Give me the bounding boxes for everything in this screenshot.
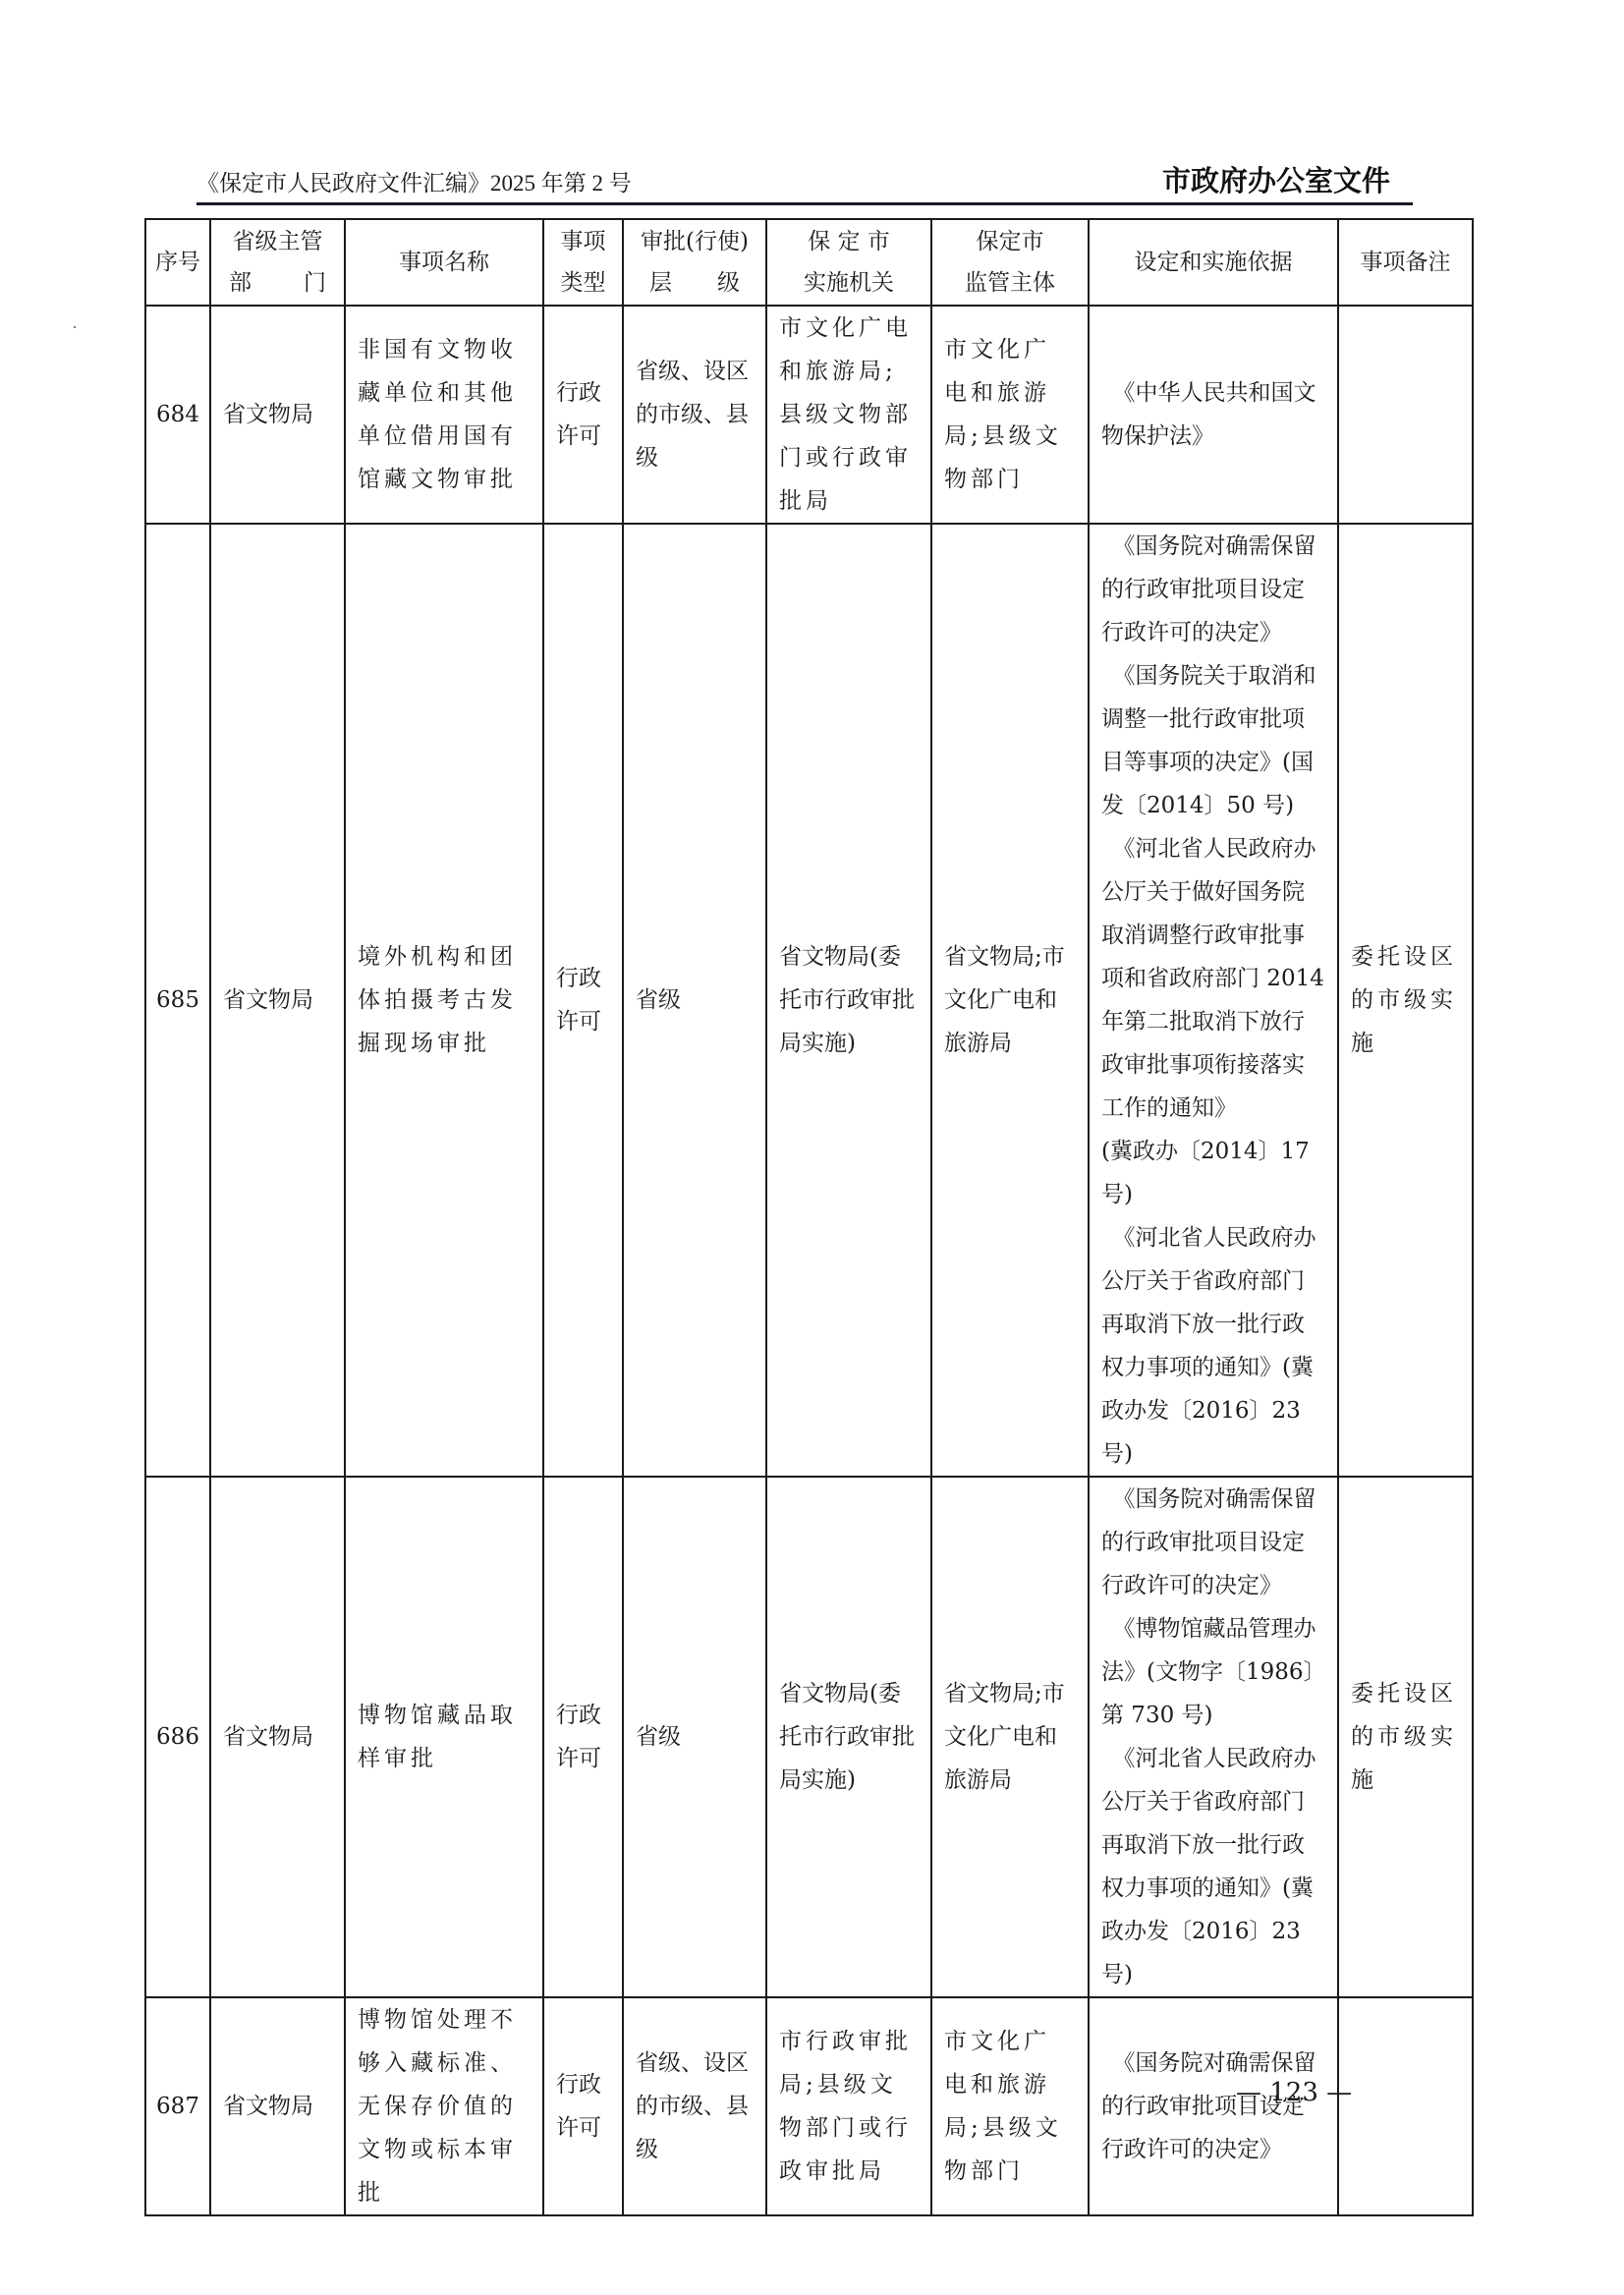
cell-seq: 684 (145, 306, 210, 524)
cell-seq: 687 (145, 1997, 210, 2215)
basis-citation: 《河北省人民政府办公厅关于省政府部门再取消下放一批行政权力事项的通知》(冀政办发〔2016〕23 号) (1101, 1225, 1316, 1467)
header-rule (196, 202, 1413, 205)
basis-citation: 《博物馆藏品管理办法》(文物字〔1986〕第 730 号) (1101, 1616, 1316, 1728)
col-header-supervisor (931, 219, 1089, 306)
cell-basis (1089, 1477, 1338, 1997)
col-header-remark-label: 事项备注 (1360, 250, 1451, 275)
cell-name: 境外机构和团体拍摄考古发掘现场审批 (345, 524, 543, 1477)
cell-supervisor: 市文化广电和旅游局;县级文物部门 (931, 306, 1089, 524)
col-header-type-line1: 事项 (560, 229, 606, 254)
cell-agency: 省文物局(委托市行政审批局实施) (766, 1477, 931, 1997)
basis-citation: 《国务院对确需保留的行政审批项目设定行政许可的决定》 (1101, 533, 1316, 645)
cell-basis (1089, 524, 1338, 1477)
col-header-level-line2a: 层 (649, 270, 672, 296)
col-header-seq-label: 序号 (155, 250, 200, 275)
basis-citation: (冀政办〔2014〕17 号) (1101, 1139, 1310, 1207)
cell-dept: 省文物局 (210, 1477, 345, 1997)
cell-basis (1089, 306, 1338, 524)
basis-citation: 《河北省人民政府办公厅关于做好国务院取消调整行政审批事项和省政府部门 2014 年第二批取消下放行政审批事项衔接落实工作的通知》 (1101, 836, 1324, 1121)
running-head-publication: 《保定市人民政府文件汇编》2025 年第 2 号 (196, 171, 632, 196)
basis-citation: 《国务院对确需保留的行政审批项目设定行政许可的决定》 (1101, 2050, 1316, 2162)
col-header-type-line2: 类型 (560, 270, 606, 296)
col-header-level-line2b: 级 (717, 270, 740, 296)
basis-citation: 《国务院对确需保留的行政审批项目设定行政许可的决定》 (1101, 1486, 1316, 1598)
col-header-agency-line1: 保 定 市 (808, 229, 890, 254)
col-header-level-line1: 审批(行使) (641, 229, 749, 254)
cell-supervisor: 省文物局;市文化广电和旅游局 (931, 1477, 1089, 1997)
table-row (145, 524, 1473, 1477)
col-header-seq (145, 219, 210, 306)
col-header-dept-line2 (217, 262, 338, 304)
cell-name: 非国有文物收藏单位和其他单位借用国有馆藏文物审批 (345, 306, 543, 524)
col-header-level (623, 219, 766, 306)
scan-artifact-dot (74, 326, 76, 328)
col-header-basis (1089, 219, 1338, 306)
basis-citation: 《中华人民共和国文物保护法》 (1101, 380, 1316, 449)
cell-supervisor: 市文化广电和旅游局;县级文物部门 (931, 1997, 1089, 2215)
col-header-name (345, 219, 543, 306)
col-header-dept-line1: 省级主管 (232, 229, 323, 254)
col-header-dept (210, 219, 345, 306)
cell-type: 行政许可 (543, 524, 623, 1477)
basis-citation: 《河北省人民政府办公厅关于省政府部门再取消下放一批行政权力事项的通知》(冀政办发〔2016〕23 号) (1101, 1746, 1316, 1987)
col-header-agency (766, 219, 931, 306)
page-number: — 123 — (1236, 2078, 1353, 2107)
col-header-agency-line2: 实施机关 (804, 270, 894, 296)
cell-dept: 省文物局 (210, 1997, 345, 2215)
col-header-supervisor-line2: 监管主体 (965, 270, 1055, 296)
cell-dept: 省文物局 (210, 524, 345, 1477)
col-header-dept-line2a: 部 (229, 270, 252, 296)
cell-seq: 685 (145, 524, 210, 1477)
cell-agency: 市文化广电和旅游局;县级文物部门或行政审批局 (766, 306, 931, 524)
col-header-type (543, 219, 623, 306)
table-row (145, 1477, 1473, 1997)
basis-citation: 《国务院关于取消和调整一批行政审批项目等事项的决定》(国发〔2014〕50 号) (1101, 663, 1316, 818)
col-header-basis-label: 设定和实施依据 (1134, 250, 1293, 275)
table-row (145, 306, 1473, 524)
col-header-level-line2 (630, 262, 759, 304)
cell-remark: 委托设区的市级实施 (1338, 524, 1473, 1477)
cell-level: 省级、设区的市级、县级 (623, 306, 766, 524)
col-header-remark (1338, 219, 1473, 306)
cell-name: 博物馆处理不够入藏标准、无保存价值的文物或标本审批 (345, 1997, 543, 2215)
cell-type: 行政许可 (543, 1477, 623, 1997)
cell-level: 省级、设区的市级、县级 (623, 1997, 766, 2215)
cell-level: 省级 (623, 1477, 766, 1997)
cell-seq: 686 (145, 1477, 210, 1997)
administrative-items-table (144, 218, 1474, 2216)
col-header-name-label: 事项名称 (399, 250, 489, 275)
cell-type: 行政许可 (543, 1997, 623, 2215)
running-head-section: 市政府办公室文件 (1162, 164, 1391, 197)
table-header-row (145, 219, 1473, 306)
col-header-supervisor-line1: 保定市 (976, 229, 1044, 254)
col-header-dept-line2b: 门 (304, 270, 326, 296)
cell-agency: 市行政审批局;县级文物部门或行政审批局 (766, 1997, 931, 2215)
cell-name: 博物馆藏品取样审批 (345, 1477, 543, 1997)
cell-level: 省级 (623, 524, 766, 1477)
cell-supervisor: 省文物局;市文化广电和旅游局 (931, 524, 1089, 1477)
cell-remark: 委托设区的市级实施 (1338, 1477, 1473, 1997)
cell-agency: 省文物局(委托市行政审批局实施) (766, 524, 931, 1477)
cell-dept: 省文物局 (210, 306, 345, 524)
cell-remark (1338, 1997, 1473, 2215)
cell-type: 行政许可 (543, 306, 623, 524)
cell-remark (1338, 306, 1473, 524)
